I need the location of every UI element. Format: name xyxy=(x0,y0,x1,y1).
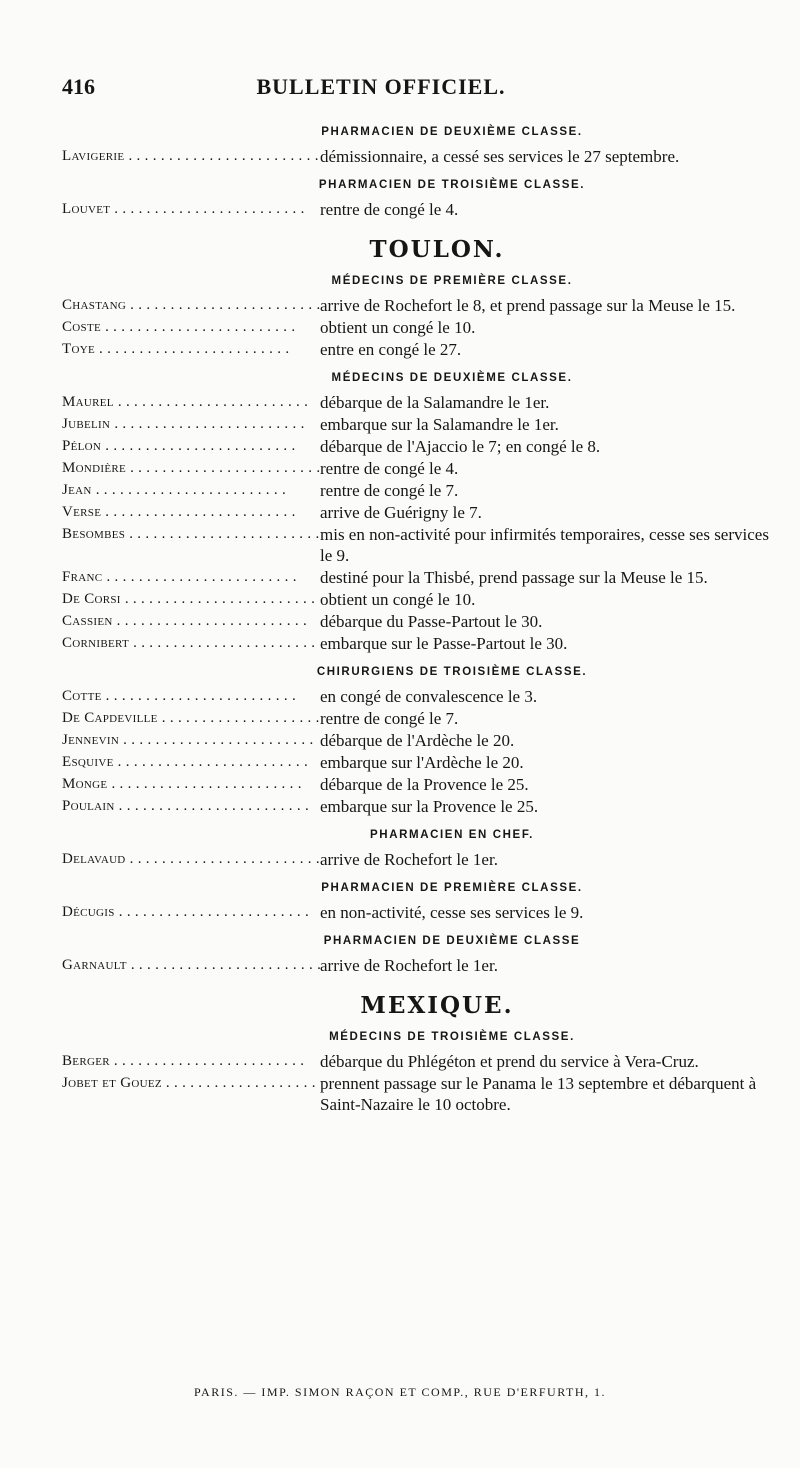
page-number: 416 xyxy=(62,74,95,99)
entry-description: arrive de Guérigny le 7. xyxy=(320,503,482,522)
page-header xyxy=(62,74,760,104)
officer-name: Mondière . . . xyxy=(62,458,320,479)
entry-description: obtient un congé le 10. xyxy=(320,590,476,609)
officer-name: De Corsi . . . xyxy=(62,589,320,610)
entry-description: obtient un congé le 10. xyxy=(320,318,476,337)
officer-name: Delavaud . . . xyxy=(62,849,320,870)
officer-name: Chastang . . . xyxy=(62,295,320,316)
entry-description: embarque sur la Provence le 25. xyxy=(320,797,539,816)
officer-name: Pélon . . . xyxy=(62,436,320,457)
entry-row xyxy=(62,1073,772,1115)
officer-name: Maurel . . . xyxy=(62,392,320,413)
rank-heading: MÉDECINS DE TROISIÈME CLASSE. xyxy=(329,1031,575,1043)
entry-row xyxy=(62,730,772,751)
entry-row xyxy=(62,774,772,795)
printer-imprint: PARIS. — IMP. SIMON RAÇON ET COMP., RUE D'ERFURTH, 1. xyxy=(193,1385,606,1399)
entry-description: arrive de Rochefort le 1er. xyxy=(320,850,498,869)
bulletin-body xyxy=(62,114,772,1116)
officer-name: Jubelin . . . xyxy=(62,414,320,435)
entry-row xyxy=(62,686,772,707)
entry-description: rentre de congé le 4. xyxy=(320,200,459,219)
rank-heading: CHIRURGIENS DE TROISIÈME CLASSE. xyxy=(316,666,588,678)
entry-description: rentre de congé le 7. xyxy=(320,481,459,500)
entry-row xyxy=(62,295,772,316)
city-heading: MEXIQUE. xyxy=(360,992,514,1019)
rank-heading: PHARMACIEN EN CHEF. xyxy=(370,829,534,841)
officer-name: Jean . . . xyxy=(62,480,320,501)
entry-row xyxy=(62,1051,772,1072)
rank-heading: PHARMACIEN DE DEUXIÈME CLASSE xyxy=(323,935,581,947)
entry-description: destiné pour la Thisbé, prend passage sur la Meuse le 15. xyxy=(320,568,708,587)
entry-description: entre en congé le 27. xyxy=(320,340,462,359)
entry-description: démissionnaire, a cessé ses services le 27 septembre. xyxy=(320,147,680,166)
officer-name: Esquive . . . xyxy=(62,752,320,773)
officer-name: Jennevin . . . xyxy=(62,730,320,751)
entry-row xyxy=(62,317,772,338)
entry-row xyxy=(62,146,772,167)
entry-description: débarque du Passe-Partout le 30. xyxy=(320,612,543,631)
entry-row xyxy=(62,458,772,479)
entry-row xyxy=(62,589,772,610)
entry-row xyxy=(62,567,772,588)
entry-description: en non-activité, cesse ses services le 9. xyxy=(320,903,584,922)
entry-description: débarque de la Provence le 25. xyxy=(320,775,529,794)
officer-name: Garnault . . . xyxy=(62,955,320,976)
officer-name: Décugis . . . xyxy=(62,902,320,923)
rank-heading: PHARMACIEN DE TROISIÈME CLASSE. xyxy=(318,179,586,191)
entry-description: embarque sur le Passe-Partout le 30. xyxy=(320,634,568,653)
entry-row xyxy=(62,392,772,413)
entry-row xyxy=(62,611,772,632)
entry-row xyxy=(62,902,772,923)
entry-row xyxy=(62,414,772,435)
entry-description: débarque du Phlégéton et prend du service à Vera-Cruz. xyxy=(320,1052,699,1071)
entry-row xyxy=(62,796,772,817)
entry-description: embarque sur la Salamandre le 1er. xyxy=(320,415,559,434)
entry-row xyxy=(62,199,772,220)
entry-row xyxy=(62,524,772,566)
officer-name: Cassien . . . xyxy=(62,611,320,632)
entry-description: arrive de Rochefort le 1er. xyxy=(320,956,498,975)
officer-name: Berger . . . xyxy=(62,1051,320,1072)
entry-row xyxy=(62,633,772,654)
entry-description: arrive de Rochefort le 8, et prend passage sur la Meuse le 15. xyxy=(320,296,736,315)
entry-row xyxy=(62,480,772,501)
entry-description: mis en non-activité pour infirmités temporaires, cesse ses services le 9. xyxy=(320,525,769,565)
officer-name: Monge . . . xyxy=(62,774,320,795)
rank-heading: MÉDECINS DE DEUXIÈME CLASSE. xyxy=(331,372,573,384)
entry-row xyxy=(62,708,772,729)
officer-name: Poulain . . . xyxy=(62,796,320,817)
entry-row xyxy=(62,436,772,457)
page-title: BULLETIN OFFICIEL. xyxy=(256,74,506,99)
rank-heading: MÉDECINS DE PREMIÈRE CLASSE. xyxy=(331,275,573,287)
rank-heading: PHARMACIEN DE PREMIÈRE CLASSE. xyxy=(321,882,583,894)
officer-name: Louvet . . . xyxy=(62,199,320,220)
officer-name: Jobet et Gouez . . . xyxy=(62,1073,320,1115)
entry-description: en congé de convalescence le 3. xyxy=(320,687,538,706)
officer-name: Cotte . . . xyxy=(62,686,320,707)
entry-description: embarque sur l'Ardèche le 20. xyxy=(320,753,524,772)
entry-row xyxy=(62,339,772,360)
entry-description: débarque de l'Ardèche le 20. xyxy=(320,731,515,750)
officer-name: Lavigerie . . . xyxy=(62,146,320,167)
entry-description: débarque de l'Ajaccio le 7; en congé le 8. xyxy=(320,437,601,456)
officer-name: Cornibert . . . xyxy=(62,633,320,654)
entry-description: rentre de congé le 4. xyxy=(320,459,459,478)
entry-description: prennent passage sur le Panama le 13 septembre et débarquent à Saint-Nazaire le 10 octobre. xyxy=(320,1074,757,1114)
officer-name: Toye . . . xyxy=(62,339,320,360)
rank-heading: PHARMACIEN DE DEUXIÈME CLASSE. xyxy=(321,126,583,138)
officer-name: Coste . . . xyxy=(62,317,320,338)
city-heading: TOULON. xyxy=(369,236,505,263)
entry-row xyxy=(62,752,772,773)
officer-name: Besombes . . . xyxy=(62,524,320,566)
officer-name: Verse . . . xyxy=(62,502,320,523)
entry-description: rentre de congé le 7. xyxy=(320,709,459,728)
entry-row xyxy=(62,849,772,870)
entry-description: débarque de la Salamandre le 1er. xyxy=(320,393,550,412)
officer-name: De Capdeville . . . xyxy=(62,708,320,729)
entry-row xyxy=(62,502,772,523)
entry-row xyxy=(62,955,772,976)
officer-name: Franc . . . xyxy=(62,567,320,588)
